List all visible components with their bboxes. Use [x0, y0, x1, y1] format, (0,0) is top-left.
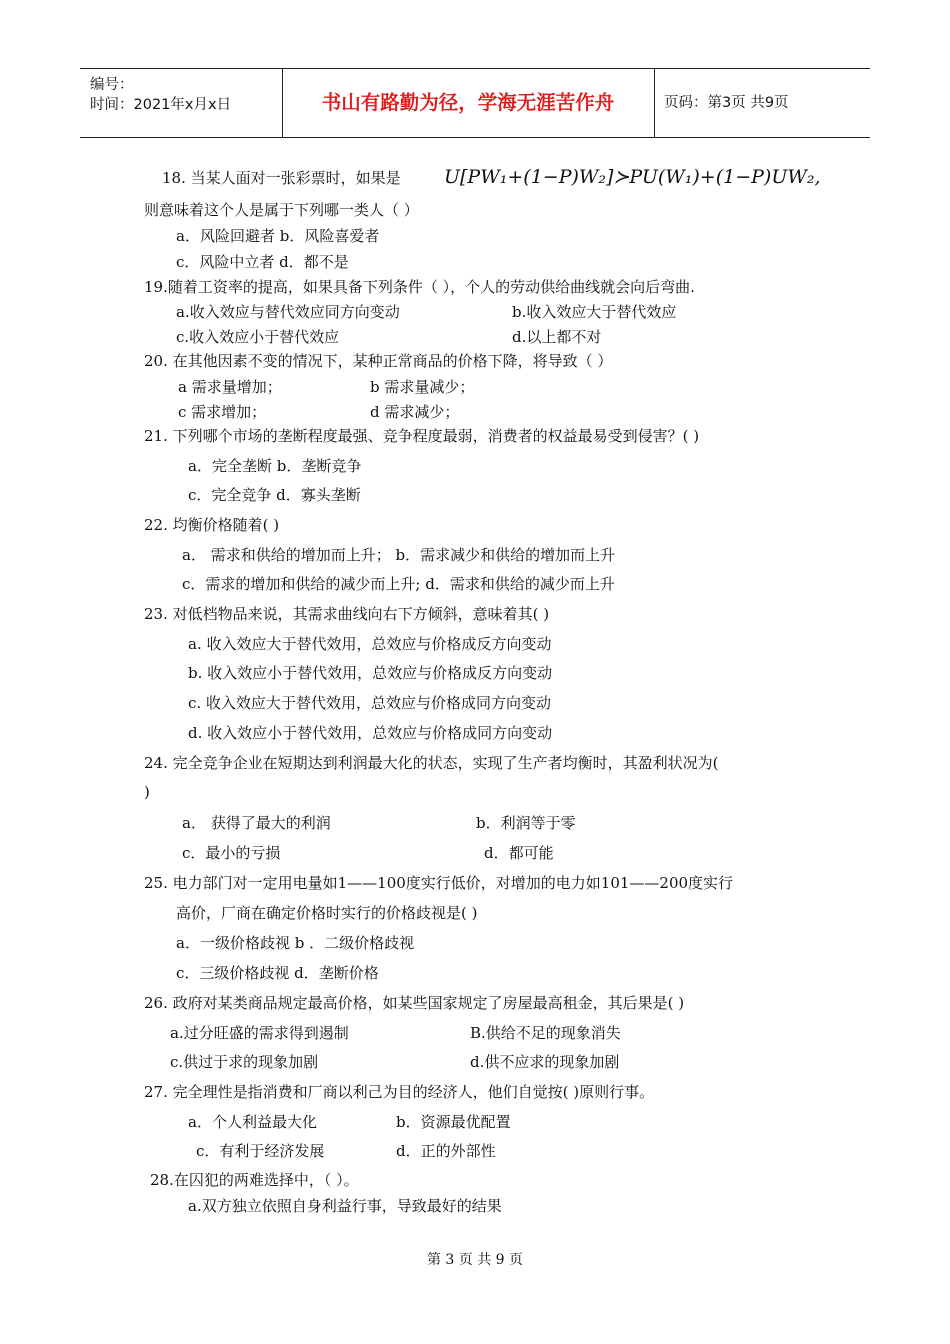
header-page-label: 页码：第3页 共9页 [664, 95, 789, 111]
text-line: c．最小的亏损 [182, 844, 281, 862]
header-motto: 书山有路勤为径，学海无涯苦作舟 [321, 91, 615, 114]
time-label: 时间：2021年x月x日 [90, 97, 232, 113]
text-line: c 需求增加； [178, 403, 267, 421]
text-line: a． 获得了最大的利润 [182, 814, 331, 832]
text-line: 26. 政府对某类商品规定最高价格，如某些国家规定了房屋最高租金，其后果是( ) [144, 994, 685, 1012]
text-line: d.以上都不对 [512, 328, 602, 346]
text-line: a.双方独立依照自身利益行事，导致最好的结果 [188, 1197, 502, 1215]
text-line: a．完全垄断 b．垄断竞争 [188, 457, 362, 475]
text-line: 23. 对低档物品来说，其需求曲线向右下方倾斜，意味着其( ) [144, 605, 550, 623]
text-line: d 需求减少； [370, 403, 460, 421]
text-line: 25. 电力部门对一定用电量如1——100度实行低价，对增加的电力如101——200度实行 [144, 874, 734, 892]
text-line: 则意味着这个人是属于下列哪一类人（ ） [144, 201, 419, 219]
text-line: b．利润等于零 [476, 814, 576, 832]
text-line: B.供给不足的现象消失 [470, 1024, 621, 1042]
text-line: a.收入效应与替代效应同方向变动 [176, 303, 400, 321]
text-line: a 需求量增加； [178, 378, 282, 396]
text-line: d．都可能 [484, 844, 554, 862]
text-line: 高价，厂商在确定价格时实行的价格歧视是( ) [176, 904, 478, 922]
text-line: d.供不应求的现象加剧 [470, 1053, 620, 1071]
text-line: d．正的外部性 [396, 1142, 496, 1160]
page-footer: 第 3 页 共 9 页 [426, 1252, 524, 1268]
text-line: 22. 均衡价格随着( ) [144, 516, 280, 534]
text-line: c. 收入效应大于替代效用，总效应与价格成同方向变动 [188, 694, 551, 712]
text-line: b．资源最优配置 [396, 1113, 511, 1131]
text-line: 27. 完全理性是指消费和厂商以利己为目的经济人，他们自觉按( )原则行事。 [144, 1083, 655, 1101]
text-line: b. 收入效应小于替代效用，总效应与价格成反方向变动 [188, 664, 553, 682]
text-line: a．一级价格歧视 b ．二级价格歧视 [176, 934, 415, 952]
utility-formula: U[PW₁+(1−P)W₂]≻PU(W₁)+(1−P)UW₂, [444, 166, 821, 188]
text-line: b.收入效应大于替代效应 [512, 303, 677, 321]
text-line: c．风险中立者 d．都不是 [176, 253, 349, 271]
text-line: a. 收入效应大于替代效用，总效应与价格成反方向变动 [188, 635, 552, 653]
text-line: c．需求的增加和供给的减少而上升; d．需求和供给的减少而上升 [182, 575, 615, 593]
text-line: 24. 完全竞争企业在短期达到利润最大化的状态，实现了生产者均衡时，其盈利状况为( [144, 754, 719, 772]
serial-label: 编号： [90, 77, 134, 93]
text-line: c．完全竞争 d．寡头垄断 [188, 486, 361, 504]
text-line: ) [144, 783, 150, 801]
text-line: 28.在囚犯的两难选择中，（ ）。 [150, 1171, 359, 1189]
text-line: c.收入效应小于替代效应 [176, 328, 340, 346]
text-line: a．个人利益最大化 [188, 1113, 317, 1131]
header-meta [80, 69, 282, 137]
text-line: a．风险回避者 b．风险喜爱者 [176, 227, 380, 245]
page-header [80, 68, 870, 138]
text-line: a． 需求和供给的增加而上升； b．需求减少和供给的增加而上升 [182, 546, 616, 564]
text-line: c．三级价格歧视 d．垄断价格 [176, 964, 379, 982]
text-line: 21. 下列哪个市场的垄断程度最强、竞争程度最弱，消费者的权益最易受到侵害？( ) [144, 427, 700, 445]
text-line: a.过分旺盛的需求得到遏制 [170, 1024, 349, 1042]
text-line: d. 收入效应小于替代效用，总效应与价格成同方向变动 [188, 724, 553, 742]
text-line: b 需求量减少； [370, 378, 475, 396]
header-divider [654, 69, 655, 137]
text-line: 20. 在其他因素不变的情况下，某种正常商品的价格下降，将导致（ ） [144, 352, 613, 370]
text-line: c.供过于求的现象加剧 [170, 1053, 319, 1071]
text-line: c．有利于经济发展 [196, 1142, 325, 1160]
text-line: 18. 当某人面对一张彩票时，如果是 [162, 169, 401, 187]
text-line: 19.随着工资率的提高，如果具备下列条件（ ），个人的劳动供给曲线就会向后弯曲. [144, 278, 695, 296]
